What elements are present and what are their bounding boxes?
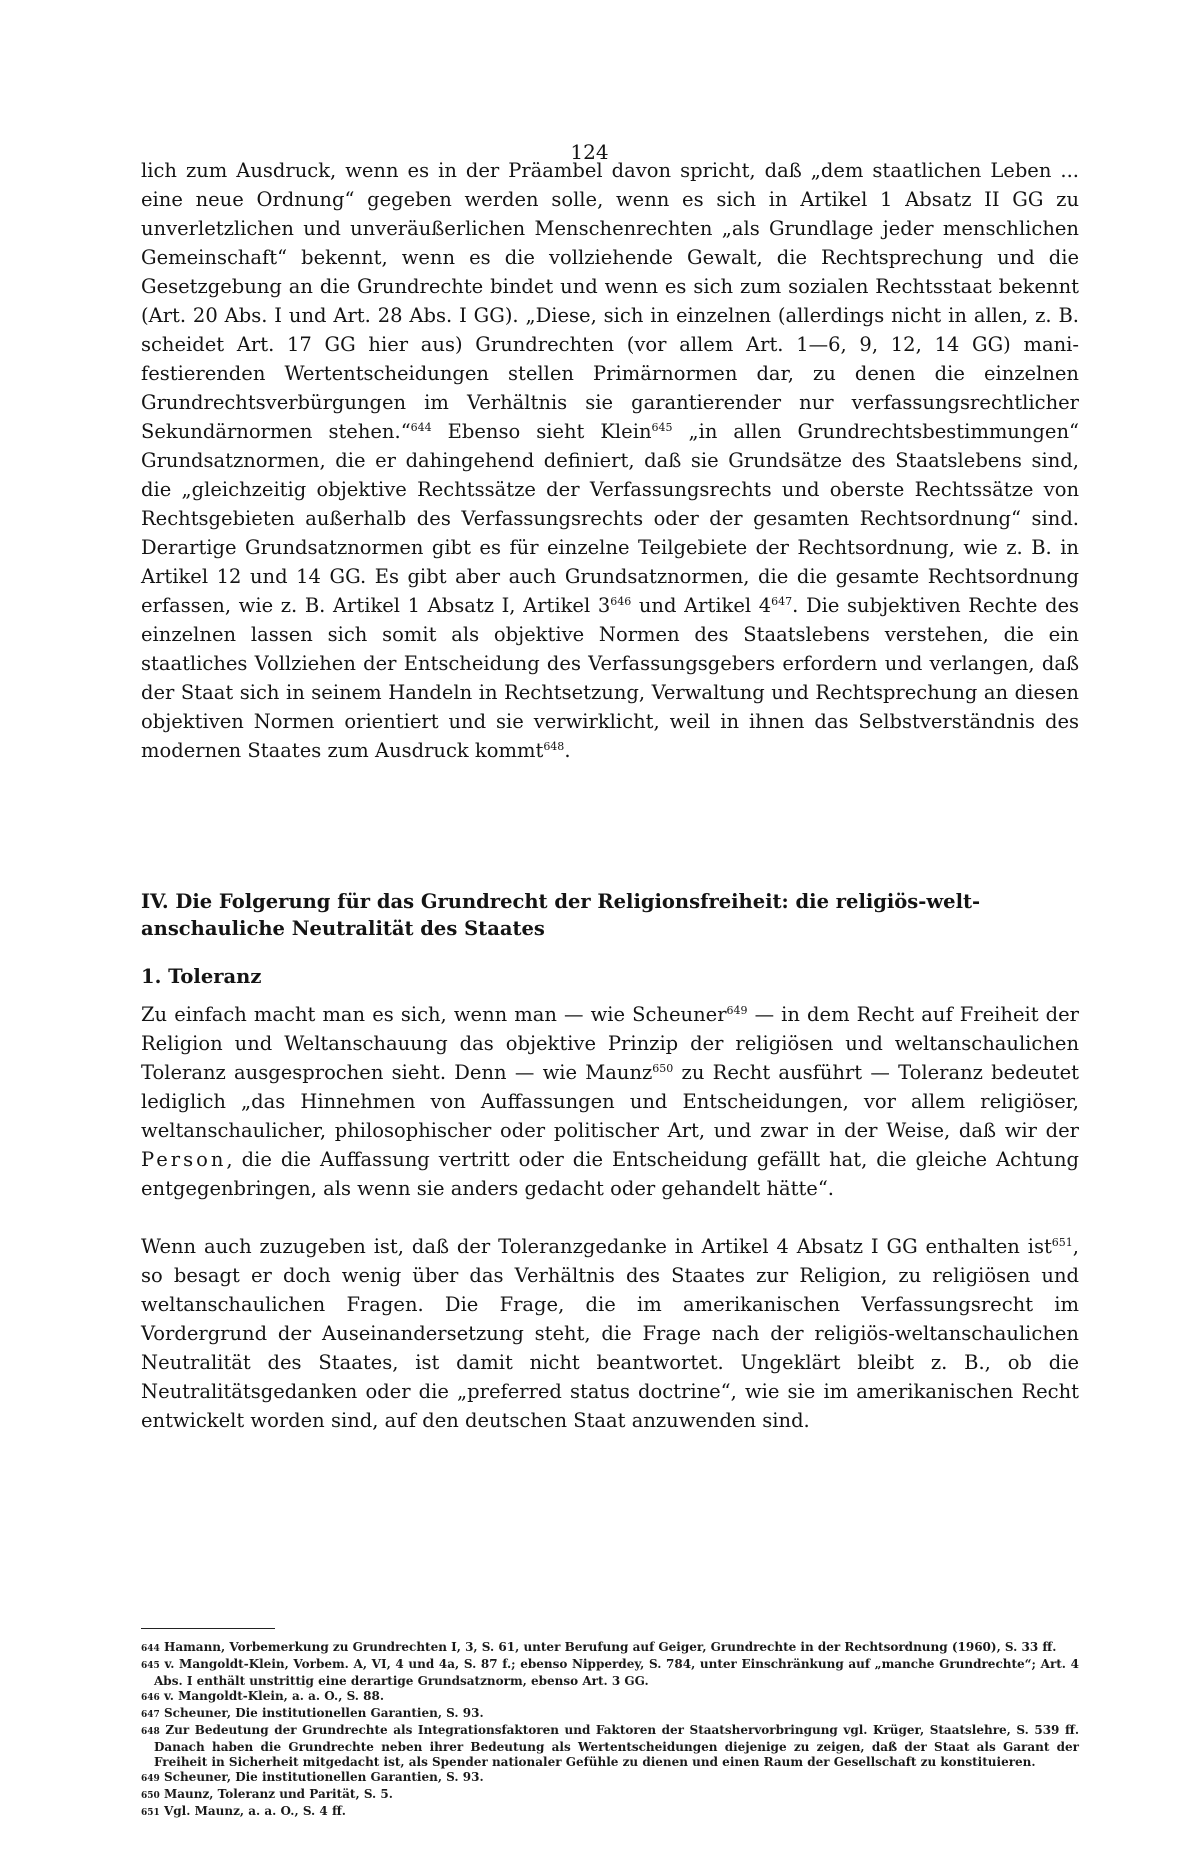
paragraph-1-text-c: „in allen Grundrechtsbestimmungen“ Grundsatznormen, die er dahingehend definiert, daß sie Grundsätze des Staatslebens sind, die „gleichzeitig objektive Rechtssätze der Verfassungsrechts und oberste Rechtssätze von Rechtsgebieten außerhalb des Verfassungsrechts oder der gesamten Rechtsordnung“ sind. Derartige Grundsatznormen gibt es für einzelne Teilgebiete der Rechtsordnung, wie z. B. in Artikel 12 und 14 GG. Es gibt aber auch Grundsatznormen, die die gesamte Rechtsordnung erfassen, wie z. B. Artikel 1 Absatz I, Artikel 3 [141, 420, 1079, 617]
footnote [141, 1804, 1079, 1821]
paragraph-1-text-f: . [564, 739, 571, 762]
footnote-ref-650[interactable]: 650 [652, 1062, 674, 1075]
footnote-ref-644[interactable]: 644 [410, 421, 432, 434]
paragraph-3-text-b: , so besagt er doch wenig über das Verhältnis des Staates zur Religion, zu religiösen und weltanschaulichen Fragen. Die Frage, die im amerikanischen Verfassungsrecht im Vordergrund der Auseinandersetzung steht, die Frage nach der religiös-weltanschaulichen Neutralität des Staates, ist damit nicht beantwortet. Ungeklärt bleibt z. B., ob die Neutralitätsgedanken oder die „preferred status doctrine“, wie sie im amerikanischen Recht entwickelt worden sind, auf den deutschen Staat anzuwenden sind. [141, 1235, 1079, 1432]
footnote-number: 646 [141, 1693, 160, 1703]
footnote-text: Scheuner, Die institutionellen Garantien, S. 93. [163, 1706, 484, 1720]
footnote-text: v. Mangoldt-Klein, Vorbem. A, VI, 4 und 4a, S. 87 f.; ebenso Nipperdey, S. 784, unter Einschränkung auf „manche Grundrechte“; Art. 4 Abs. I enthält unstrittig eine derartige Grundsatznorm, ebenso Art. 3 GG. [154, 1657, 1079, 1688]
footnote-text: Hamann, Vorbemerkung zu Grundrechten I, 3, S. 61, unter Berufung auf Geiger, Grundrechte in der Rechtsordnung (1960), S. 33 ff. [163, 1640, 1057, 1654]
paragraph-2-text-d: , die die Auffassung vertritt oder die Entscheidung gefällt hat, die gleiche Achtung entgegenbringen, als wenn sie anders gedacht oder gehandelt hätte“. [141, 1148, 1079, 1200]
paragraph-3-text-a: Wenn auch zuzugeben ist, daß der Toleranzgedanke in Artikel 4 Absatz I GG enthalten ist [141, 1235, 1052, 1258]
footnote [141, 1787, 1079, 1804]
paragraph-1-text-e: . Die subjektiven Rechte des einzelnen lassen sich somit als objektive Normen des Staatslebens verstehen, die ein staatliches Vollziehen der Entscheidung des Verfassungsgebers erfordern und verlangen, daß der Staat sich in seinem Handeln in Rechtsetzung, Verwaltung und Rechtsprechung an diesen objektiven Normen orientiert und sie verwirklicht, weil in ihnen das Selbstverständnis des modernen Staates zum Ausdruck kommt [141, 594, 1080, 762]
footnote [141, 1657, 1079, 1689]
footnote-text: Vgl. Maunz, a. a. O., S. 4 ff. [163, 1804, 346, 1818]
footnote-ref-646[interactable]: 646 [610, 595, 632, 608]
footnote [141, 1689, 1079, 1706]
footnote [141, 1723, 1079, 1770]
paragraph-2-text-b: — in dem Recht auf Freiheit der Religion und Weltanschauung das objektive Prinzip der religiösen und weltanschaulichen Toleranz ausgesprochen sieht. Denn — wie Maunz [141, 1003, 1079, 1084]
paragraph-1-text-d: und Artikel 4 [631, 594, 772, 617]
footnote-ref-651[interactable]: 651 [1051, 1236, 1073, 1249]
footnote-number: 651 [141, 1808, 160, 1818]
spaced-emphasis: Person [141, 1148, 227, 1171]
paragraph-2-text-c: zu Recht ausführt — Toleranz bedeutet lediglich „das Hinnehmen von Auffassungen und Entscheidungen, vor allem religiöser, weltanschaulicher, philosophischer oder politischer Art, und zwar in der Weise, daß wir der [141, 1061, 1079, 1142]
footnote-ref-648[interactable]: 648 [543, 740, 565, 753]
paragraph-1 [141, 156, 1079, 765]
section-heading: IV. Die Folgerung für das Grundrecht der Religionsfreiheit: die religiös-weltanschauliche Neutralität des Staates [141, 890, 981, 940]
paragraph-2 [141, 1000, 1079, 1203]
footnote [141, 1706, 1079, 1723]
footnote-text: Scheuner, Die institutionellen Garantien, S. 93. [163, 1770, 484, 1784]
footnote-number: 650 [141, 1791, 160, 1801]
footnote-ref-649[interactable]: 649 [726, 1004, 748, 1017]
footnote-ref-647[interactable]: 647 [771, 595, 793, 608]
paragraph-1-text-b: Ebenso sieht Klein [431, 420, 652, 443]
footnote-text: v. Mangoldt-Klein, a. a. O., S. 88. [163, 1689, 385, 1703]
paragraph-2-text-a: Zu einfach macht man es sich, wenn man — wie Scheuner [141, 1003, 727, 1026]
footnote [141, 1770, 1079, 1787]
footnote-text: Zur Bedeutung der Grundrechte als Integrationsfaktoren und Faktoren der Staatshervorbringung vgl. Krüger, Staatslehre, S. 539 ff. Danach haben die Grundrechte neben ihrer Bedeutung als Wertentscheidungen diejenige zu zeigen, daß der Staat als Garant der Freiheit in Sicherheit mitgedacht ist, als Spender nationaler Gefühle zu dienen und einen Raum der Gesellschaft zu konstituieren. [154, 1723, 1079, 1769]
paragraph-3 [141, 1232, 1079, 1435]
paragraph-1-text-a: lich zum Ausdruck, wenn es in der Präambel davon spricht, daß „dem staatlichen Leben ... eine neue Ordnung“ gegeben werden solle, wenn es sich in Artikel 1 Absatz II GG zu unverletzlichen und unveräußerlichen Menschenrechten „als Grundlage jeder menschlichen Gemeinschaft“ bekennt, wenn es die vollziehende Gewalt, die Rechtsprechung und die Gesetzgebung an die Grundrechte bindet und wenn es sich zum sozialen Rechtsstaat bekennt (Art. 20 Abs. I und Art. 28 Abs. I GG). „Diese, sich in einzelnen (allerdings nicht in allen, z. B. scheidet Art. 17 GG hier aus) Grundrechten (vor allem Art. 1—6, 9, 12, 14 GG) manifestierenden Wertentscheidungen stellen Primärnormen dar, zu denen die einzelnen Grundrechtsverbürgungen im Verhältnis sie garantierender nur verfassungsrechtlicher Sekundärnormen stehen.“ [141, 159, 1079, 443]
footnote-number: 647 [141, 1710, 160, 1720]
footnote-divider [141, 1628, 275, 1629]
footnote-number: 648 [141, 1727, 160, 1737]
footnote-ref-645[interactable]: 645 [651, 421, 673, 434]
subsection-heading: 1. Toleranz [141, 965, 262, 988]
footnotes [141, 1640, 1079, 1821]
footnote-number: 645 [141, 1661, 160, 1671]
page-number: 124 [570, 140, 609, 164]
footnote [141, 1640, 1079, 1657]
footnote-text: Maunz, Toleranz und Parität, S. 5. [163, 1787, 393, 1801]
footnote-number: 649 [141, 1774, 160, 1784]
footnote-number: 644 [141, 1644, 160, 1654]
